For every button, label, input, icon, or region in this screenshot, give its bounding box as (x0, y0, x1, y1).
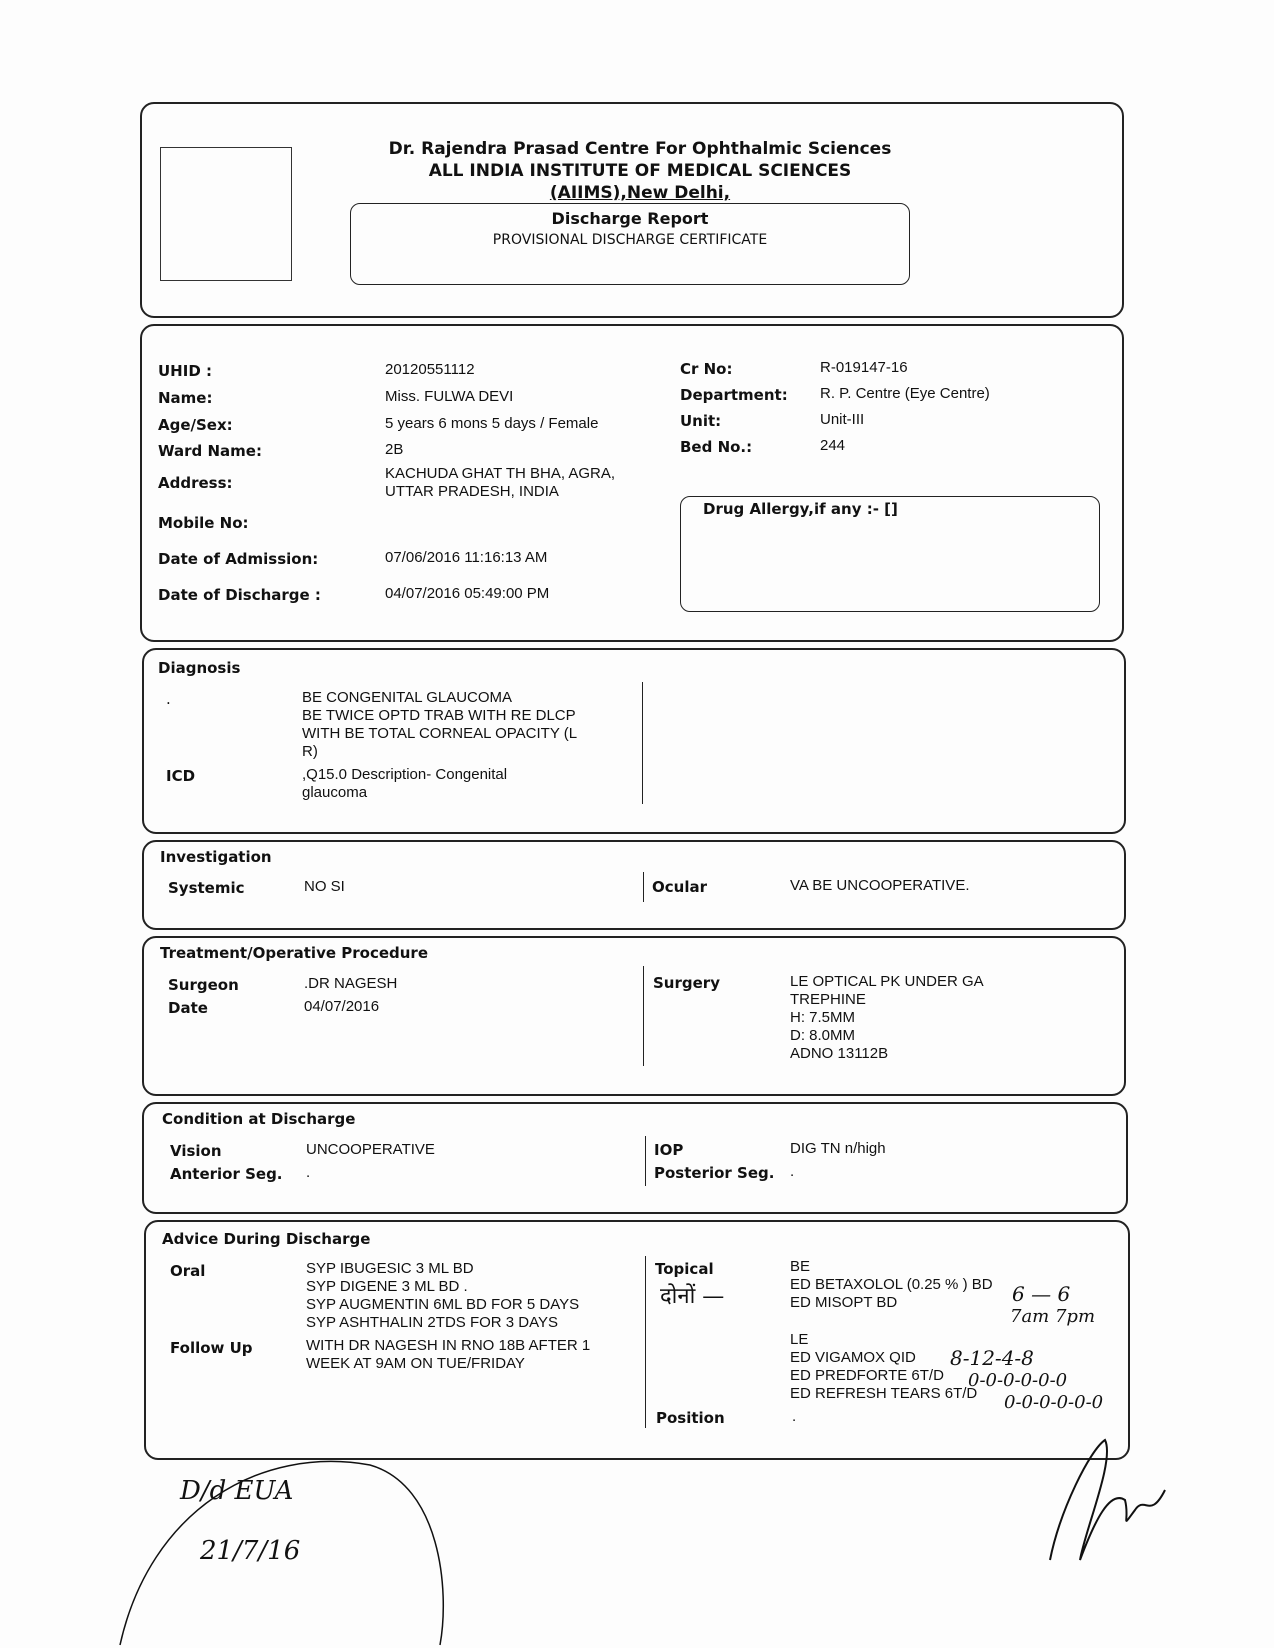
anterior-label: Anterior Seg. (170, 1165, 283, 1183)
drug-allergy: Drug Allergy,if any :- [] (703, 500, 898, 518)
field-label: Date of Admission: (158, 550, 319, 568)
field-value: R. P. Centre (Eye Centre) (820, 385, 990, 402)
handwritten-dose: 0-0-0-0-0-0 (1004, 1392, 1104, 1413)
field-label: UHID : (158, 362, 212, 380)
handwritten-dose: 0-0-0-0-0-0 (968, 1370, 1068, 1391)
vision-label: Vision (170, 1142, 222, 1160)
field-label: Date of Discharge : (158, 586, 321, 604)
ocular-label: Ocular (652, 878, 707, 896)
field-label: Bed No.: (680, 438, 753, 456)
field-value: Miss. FULWA DEVI (385, 388, 514, 405)
icd-label: ICD (166, 767, 196, 785)
posterior-value: . (790, 1163, 795, 1180)
followup-value: WITH DR NAGESH IN RNO 18B AFTER 1 WEEK AT 9AM ON TUE/FRIDAY (306, 1337, 591, 1372)
field-label: Address: (158, 474, 233, 492)
handwritten-note: D/d EUA (180, 1476, 294, 1506)
date-value: 04/07/2016 (304, 998, 380, 1015)
treatment-title: Treatment/Operative Procedure (160, 944, 428, 962)
handwritten-date: 21/7/16 (200, 1536, 301, 1566)
handwritten-hindi: दोनों — (660, 1284, 725, 1309)
field-value: 20120551112 (385, 361, 475, 378)
field-label: Age/Sex: (158, 416, 233, 434)
surgeon-label: Surgeon (168, 976, 239, 994)
date-label: Date (168, 999, 208, 1017)
field-value: 04/07/2016 05:49:00 PM (385, 585, 550, 602)
hospital-name (300, 138, 980, 204)
systemic-label: Systemic (168, 879, 245, 897)
field-value: Unit-III (820, 411, 865, 428)
surgery-label: Surgery (653, 974, 720, 992)
signature (1040, 1430, 1170, 1570)
divider (645, 1136, 646, 1186)
field-value: 2B (385, 441, 404, 458)
posterior-label: Posterior Seg. (654, 1164, 775, 1182)
topical-be: BE ED BETAXOLOL (0.25 % ) BD ED MISOPT BD (790, 1258, 993, 1311)
oral-value: SYP IBUGESIC 3 ML BD SYP DIGENE 3 ML BD . SYP AUGMENTIN 6ML BD FOR 5 DAYS SYP ASHTHALIN 2TDS FOR 3 DAYS (306, 1260, 580, 1331)
diagnosis-text: BE CONGENITAL GLAUCOMA BE TWICE OPTD TRAB WITH RE DLCP WITH BE TOTAL CORNEAL OPACITY (L R) (302, 689, 578, 760)
condition-title: Condition at Discharge (162, 1110, 356, 1128)
diagnosis-bullet: . (166, 690, 171, 708)
iop-value: DIG TN n/high (790, 1140, 886, 1157)
field-label: Cr No: (680, 360, 733, 378)
field-value: KACHUDA GHAT TH BHA, AGRA, UTTAR PRADESH, INDIA (385, 465, 616, 500)
handwritten-dose: 7am 7pm (1010, 1306, 1096, 1327)
field-value: R-019147-16 (820, 359, 908, 376)
position-label: Position (656, 1409, 725, 1427)
hospital-line-2: ALL INDIA INSTITUTE OF MEDICAL SCIENCES (428, 161, 852, 181)
divider (643, 966, 644, 1066)
hospital-line-3: (AIIMS),New Delhi, (549, 183, 731, 203)
advice-title: Advice During Discharge (162, 1230, 371, 1248)
advice-box (144, 1220, 1130, 1460)
field-label: Unit: (680, 412, 722, 430)
diagnosis-box (142, 648, 1126, 834)
hospital-line-1: Dr. Rajendra Prasad Centre For Ophthalmic Sciences (388, 139, 892, 159)
surgery-value: LE OPTICAL PK UNDER GA TREPHINE H: 7.5MM D: 8.0MM ADNO 13112B (790, 973, 984, 1062)
oral-label: Oral (170, 1262, 206, 1280)
diagnosis-title: Diagnosis (158, 659, 241, 677)
topical-label: Topical (655, 1260, 714, 1278)
surgeon-value: .DR NAGESH (304, 975, 398, 992)
icd-value: ,Q15.0 Description- Congenital glaucoma (302, 766, 508, 801)
vision-value: UNCOOPERATIVE (306, 1141, 435, 1158)
field-label: Department: (680, 386, 788, 404)
anterior-value: . (306, 1164, 311, 1181)
divider (645, 1256, 646, 1428)
photo-placeholder (160, 147, 292, 281)
handwritten-dose: 6 — 6 (1012, 1282, 1071, 1306)
report-title: Discharge Report (551, 209, 709, 228)
handwritten-dose: 8-12-4-8 (950, 1346, 1034, 1370)
iop-label: IOP (654, 1141, 684, 1159)
field-label: Name: (158, 389, 213, 407)
investigation-title: Investigation (160, 848, 272, 866)
ocular-value: VA BE UNCOOPERATIVE. (790, 877, 970, 894)
divider (642, 682, 643, 804)
divider (643, 872, 644, 902)
field-value: 5 years 6 mons 5 days / Female (385, 415, 599, 432)
followup-label: Follow Up (170, 1339, 253, 1357)
position-value: . (792, 1408, 797, 1425)
field-label: Ward Name: (158, 442, 262, 460)
systemic-value: NO SI (304, 878, 345, 895)
report-subtitle: PROVISIONAL DISCHARGE CERTIFICATE (492, 232, 768, 248)
field-label: Mobile No: (158, 514, 249, 532)
topical-le: LE ED VIGAMOX QID ED PREDFORTE 6T/D ED REFRESH TEARS 6T/D (790, 1331, 978, 1402)
investigation-box (142, 840, 1126, 930)
field-value: 07/06/2016 11:16:13 AM (385, 549, 548, 566)
field-value: 244 (820, 437, 846, 454)
